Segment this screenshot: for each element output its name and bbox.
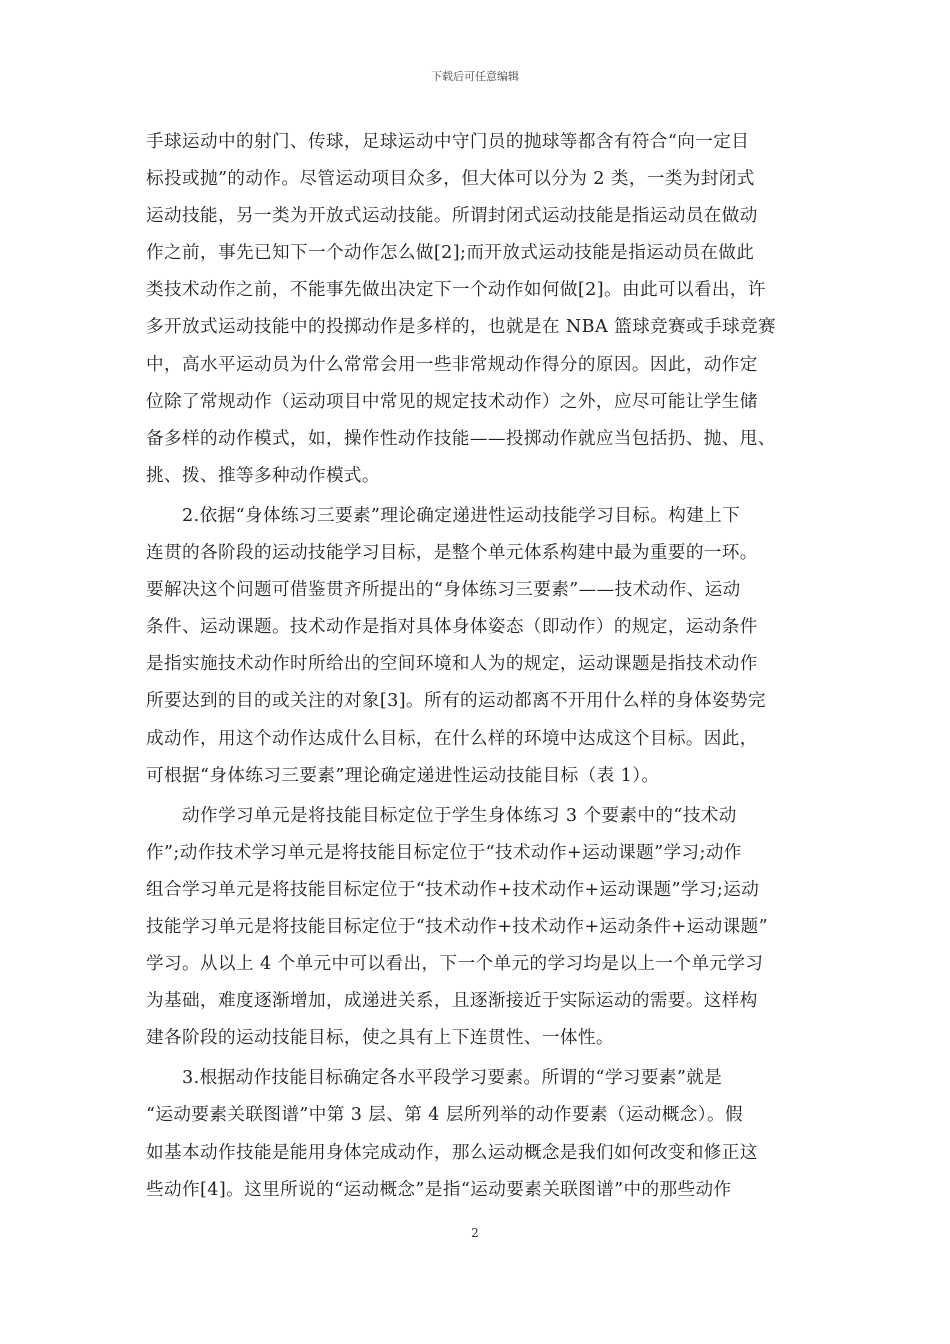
text-line: 连贯的各阶段的运动技能学习目标，是整个单元体系构建中最为重要的一环。 — [146, 543, 758, 564]
text-line: 为基础，难度逐渐增加，成递进关系，且逐渐接近于实际运动的需要。这样构 — [146, 991, 758, 1012]
paragraph — [146, 124, 822, 495]
text-line: 作之前，事先已知下一个动作怎么做[2];而开放式运动技能是指运动员在做此 — [146, 243, 755, 264]
text-line: 中，高水平运动员为什么常常会用一些非常规动作得分的原因。因此，动作定 — [146, 354, 758, 375]
text-line: 挑、拨、推等多种动作模式。 — [146, 465, 380, 486]
text-line: 条件、运动课题。技术动作是指对具体身体姿态（即动作）的规定，运动条件 — [146, 617, 758, 638]
paragraph — [146, 498, 822, 795]
text-line: 2.依据“身体练习三要素”理论确定递进性运动技能学习目标。构建上下 — [182, 505, 741, 526]
text-line: 建各阶段的运动技能目标，使之具有上下连贯性、一体性。 — [146, 1028, 614, 1049]
text-line: 组合学习单元是将技能目标定位于“技术动作+技术动作+运动课题”学习;运动 — [146, 879, 760, 900]
text-line: 类技术动作之前，不能事先做出决定下一个动作如何做[2]。由此可以看出，许 — [146, 280, 766, 301]
text-line: 运动技能，另一类为开放式运动技能。所谓封闭式运动技能是指运动员在做动 — [146, 206, 758, 227]
text-line: 要解决这个问题可借鉴贯齐所提出的“身体练习三要素”——技术动作、运动 — [146, 580, 741, 601]
paragraph — [146, 798, 822, 1058]
text-line: 成动作，用这个动作达成什么目标，在什么样的环境中达成这个目标。因此， — [146, 728, 758, 749]
document-body — [146, 124, 822, 1209]
text-line: 3.根据动作技能目标确定各水平段学习要素。所谓的“学习要素”就是 — [182, 1068, 723, 1089]
text-line: 学习。从以上 4 个单元中可以看出，下一个单元的学习均是以上一个单元学习 — [146, 954, 764, 975]
page-number: 2 — [471, 1226, 479, 1240]
text-line: 手球运动中的射门、传球，足球运动中守门员的抛球等都含有符合“向一定目 — [146, 132, 750, 152]
text-line: 备多样的动作模式，如，操作性动作技能——投掷动作就应当包括扔、抛、甩、 — [146, 428, 776, 449]
text-line: 作”;动作技术学习单元是将技能目标定位于“技术动作+运动课题”学习;动作 — [146, 842, 742, 863]
text-line: 多开放式运动技能中的投掷动作是多样的，也就是在 NBA 篮球竞赛或手球竞赛 — [146, 317, 777, 338]
text-line: 所要达到的目的或关注的对象[3]。所有的运动都离不开用什么样的身体姿势完 — [146, 691, 766, 712]
text-line: 技能学习单元是将技能目标定位于“技术动作+技术动作+运动条件+运动课题” — [146, 916, 769, 937]
text-line: 可根据“身体练习三要素”理论确定递进性运动技能目标（表 1）。 — [146, 765, 660, 786]
text-line: 位除了常规动作（运动项目中常见的规定技术动作）之外，应尽可能让学生储 — [146, 391, 758, 412]
paragraph — [146, 1060, 822, 1208]
text-line: 些动作[4]。这里所说的“运动概念”是指“运动要素关联图谱”中的那些动作 — [146, 1179, 732, 1200]
text-line: 标投或抛”的动作。尽管运动项目众多，但大体可以分为 2 类，一类为封闭式 — [146, 169, 755, 190]
text-line: 动作学习单元是将技能目标定位于学生身体练习 3 个要素中的“技术动 — [182, 805, 737, 826]
text-line: 如基本动作技能是能用身体完成动作，那么运动概念是我们如何改变和修正这 — [146, 1142, 758, 1163]
page-header: 下载后可任意编辑 — [431, 70, 519, 83]
text-line: 是指实施技术动作时所给出的空间环境和人为的规定，运动课题是指技术动作 — [146, 654, 758, 675]
text-line: “运动要素关联图谱”中第 3 层、第 4 层所列举的动作要素（运动概念）。假 — [146, 1105, 743, 1126]
